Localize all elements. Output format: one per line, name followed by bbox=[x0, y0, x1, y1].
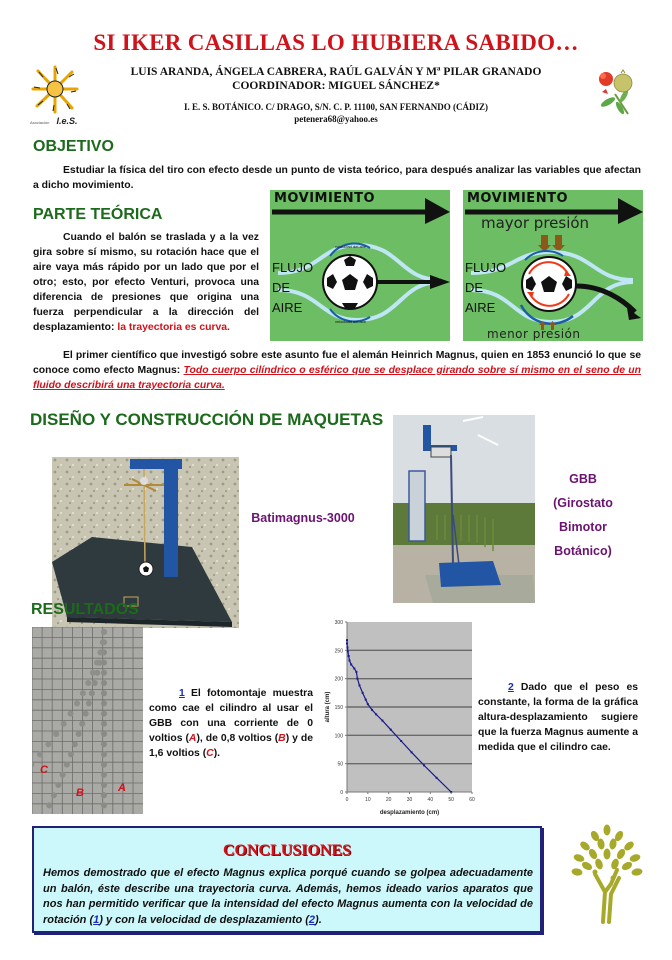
trace-C bbox=[101, 629, 107, 635]
authors-block bbox=[90, 65, 582, 93]
conclusiones-text-a: Hemos demostrado que el efecto Magnus explica porqué cuando se golpea adecuadamente un balón, éste describe una trayectoria curva. Además, hemos ideado varios aparatos que nos han permitido verificar que la intensidad del efecto Magnus aumenta con la velocidad de rotación ( bbox=[43, 867, 533, 926]
y-tick-label: 250 bbox=[334, 648, 343, 655]
x-tick-label: 50 bbox=[448, 797, 454, 803]
leaf bbox=[629, 853, 642, 863]
trace-A bbox=[101, 670, 107, 676]
objetivo-heading: OBJETIVO bbox=[33, 138, 114, 155]
trace-A bbox=[101, 751, 107, 757]
trace-B bbox=[83, 711, 89, 717]
person-head bbox=[593, 870, 598, 875]
gbb-line-4: Botánico) bbox=[554, 544, 612, 558]
gbb-line-2: (Girostato bbox=[553, 496, 613, 510]
contact-email[interactable]: petenera68@yahoo.es bbox=[294, 114, 378, 124]
leaf bbox=[573, 853, 586, 863]
gbb-photo bbox=[393, 415, 535, 603]
note-1 bbox=[149, 686, 313, 761]
data-point bbox=[350, 664, 352, 666]
mayor-presion-label: mayor presión bbox=[481, 214, 590, 232]
teoria-body: Cuando el balón se traslada y a la vez gira sobre sí mismo, su rotación hace que el aire vaya más rápido por un lado que por el otro; esto, por efecto Venturi, provoca una diferencia de presiones que origina una fuerza perpendicular a la dirección del desplazamiento: bbox=[33, 232, 259, 333]
trace-A bbox=[101, 782, 107, 788]
school-address: I. E. S. BOTÁNICO. C/ DRAGO, S/N. C. P. 11100, SAN FERNANDO (CÁDIZ) bbox=[184, 102, 488, 112]
velocity-label-top: velocidad del aire bbox=[335, 244, 367, 249]
conclusiones-heading: CONCLUSIONES bbox=[222, 842, 352, 859]
trace-C bbox=[94, 660, 100, 666]
maquetas-heading: DISEÑO Y CONSTRUCCIÓN DE MAQUETAS bbox=[30, 410, 384, 429]
ies-logo-caption bbox=[30, 116, 77, 126]
batimagnus-label: Batimagnus-3000 bbox=[251, 511, 355, 525]
conclusiones-text-c: ). bbox=[315, 913, 322, 926]
x-tick-label: 20 bbox=[385, 797, 392, 803]
pomegranate-icon bbox=[590, 66, 640, 116]
x-axis-label: desplazamiento (cm) bbox=[379, 810, 440, 816]
trace-B bbox=[46, 802, 52, 808]
trace-C bbox=[90, 670, 96, 676]
data-point bbox=[346, 647, 348, 649]
data-point bbox=[347, 650, 349, 652]
trace-C bbox=[37, 751, 43, 757]
y-tick-label: 200 bbox=[334, 676, 343, 683]
leaf bbox=[631, 868, 643, 877]
x-tick-label: 0 bbox=[345, 797, 349, 803]
gbb-line-3: Bimotor bbox=[559, 520, 607, 534]
trace-A bbox=[101, 731, 107, 737]
caption-ies: I.e.S. bbox=[56, 116, 78, 126]
ies-logo bbox=[30, 64, 80, 114]
trace-A bbox=[101, 762, 107, 768]
data-point bbox=[367, 703, 369, 705]
teoria-highlight: la trayectoria es curva. bbox=[117, 322, 230, 333]
conclusiones-box bbox=[32, 826, 542, 933]
gbb-label bbox=[533, 467, 633, 563]
authors: LUIS ARANDA, ÁNGELA CABRERA, RAÚL GALVÁN Y Mª PILAR GRANADO bbox=[130, 66, 542, 78]
x-tick-label: 60 bbox=[469, 797, 475, 803]
label-A: A bbox=[118, 782, 126, 794]
tree-people-logo bbox=[567, 822, 647, 927]
data-point bbox=[436, 777, 438, 779]
diagram-magnus-flow bbox=[463, 190, 643, 341]
trace-C bbox=[85, 680, 91, 686]
note-1-B: B bbox=[278, 733, 286, 744]
trace-A bbox=[101, 721, 107, 727]
trace-B bbox=[64, 762, 70, 768]
trace-C bbox=[74, 700, 80, 706]
conclusiones-ref-2[interactable]: 2 bbox=[308, 913, 316, 926]
y-tick-label: 50 bbox=[337, 761, 343, 768]
trace-A bbox=[101, 802, 107, 808]
note-1-text-d: ). bbox=[213, 748, 221, 759]
caption-small: Asociación bbox=[30, 120, 50, 125]
trace-B bbox=[51, 792, 57, 798]
magnus-intro: El primer científico que investigó sobre este asunto fue el alemán Heinrich Magnus, quien en 1853 enunció lo que se conoce como efecto Magnus: bbox=[33, 350, 641, 376]
teoria-text bbox=[33, 230, 259, 335]
data-point bbox=[411, 751, 413, 753]
coordinator: COORDINADOR: MIGUEL SÁNCHEZ* bbox=[232, 80, 440, 92]
magnus-law: Todo cuerpo cilíndrico o esférico que se desplace girando sobre sí mismo en el seno de un fluido describirá una trayectoria curva. bbox=[33, 365, 641, 391]
movimiento-label-2: MOVIMIENTO bbox=[467, 191, 568, 206]
trace-C bbox=[45, 741, 51, 747]
trace-B bbox=[72, 741, 78, 747]
photomontage bbox=[32, 627, 143, 814]
leaf bbox=[620, 860, 633, 872]
diagram-straight-flow bbox=[270, 190, 450, 341]
note-1-A: A bbox=[188, 733, 197, 744]
conclusiones-text-b: ) y con la velocidad de desplazamiento ( bbox=[99, 913, 309, 926]
altura-desplazamiento-chart bbox=[320, 612, 480, 822]
aire-label-2: AIRE bbox=[465, 300, 496, 315]
note-1-text-a: El fotomontaje muestra como cae el cilindro al usar el GBB con una corriente de 0 voltios ( bbox=[149, 688, 313, 744]
conclusiones-ref-1[interactable]: 1 bbox=[93, 913, 100, 926]
leaf bbox=[610, 858, 620, 871]
de-label: DE bbox=[272, 280, 291, 295]
leaf bbox=[571, 868, 583, 877]
person-head bbox=[611, 876, 616, 881]
trace-C bbox=[80, 690, 86, 696]
data-point bbox=[362, 692, 364, 694]
note-2 bbox=[478, 680, 638, 755]
data-point bbox=[371, 709, 373, 711]
school-block bbox=[90, 101, 582, 125]
y-tick-label: 300 bbox=[334, 620, 343, 626]
note-1-text-b: ), de 0,8 voltios ( bbox=[196, 733, 279, 744]
trace-A bbox=[101, 792, 107, 798]
data-point bbox=[346, 639, 348, 641]
note-1-text-c: ) y de 1,6 voltios ( bbox=[149, 733, 313, 759]
y-tick-label: 100 bbox=[334, 733, 343, 740]
data-point bbox=[355, 671, 357, 673]
x-tick-label: 40 bbox=[427, 797, 434, 803]
data-point bbox=[349, 660, 351, 662]
resultados-heading: RESULTADOS bbox=[31, 601, 139, 618]
data-point bbox=[365, 699, 367, 701]
trace-B bbox=[89, 690, 95, 696]
note-1-ref[interactable]: 1 bbox=[179, 688, 185, 699]
trace-B bbox=[86, 700, 92, 706]
trace-C bbox=[97, 649, 103, 655]
note-2-ref[interactable]: 2 bbox=[508, 682, 514, 693]
leaf bbox=[604, 825, 611, 836]
leaf bbox=[594, 858, 604, 871]
data-point bbox=[356, 678, 358, 680]
trace-B bbox=[92, 680, 98, 686]
trace-B bbox=[68, 751, 74, 757]
poster-title: SI IKER CASILLAS LO HUBIERA SABIDO… bbox=[93, 30, 579, 55]
trace-A bbox=[101, 741, 107, 747]
gbb-line-1: GBB bbox=[569, 472, 597, 486]
data-point bbox=[400, 740, 402, 742]
velocity-label-bottom: velocidad del aire bbox=[335, 319, 367, 324]
movimiento-label: MOVIMIENTO bbox=[274, 191, 375, 206]
de-label-2: DE bbox=[465, 280, 484, 295]
label-C: C bbox=[40, 764, 48, 776]
gbb-illustration bbox=[393, 415, 535, 603]
trace-A bbox=[101, 690, 107, 696]
trace-C bbox=[100, 639, 106, 645]
data-point bbox=[375, 713, 377, 715]
pomegranate-logo bbox=[590, 66, 640, 116]
data-point bbox=[381, 720, 383, 722]
data-point bbox=[390, 729, 392, 731]
y-tick-label: 150 bbox=[334, 705, 343, 711]
note-2-text: Dado que el peso es constante, la forma de la gráfica altura-desplazamiento sugiere que la fuerza Magnus aumente a medida que el cilindro cae. bbox=[478, 682, 638, 753]
data-point bbox=[423, 764, 425, 766]
leaf bbox=[604, 849, 611, 860]
x-tick-label: 10 bbox=[365, 797, 371, 803]
movement-arrowhead bbox=[425, 198, 450, 224]
trace-A bbox=[101, 711, 107, 717]
data-point bbox=[359, 684, 361, 686]
note-1-C: C bbox=[206, 748, 214, 759]
trace-C bbox=[61, 721, 67, 727]
flujo-label-2: FLUJO bbox=[465, 260, 507, 275]
trace-A bbox=[101, 680, 107, 686]
trace-B bbox=[60, 772, 66, 778]
objetivo-text: Estudiar la física del tiro con efecto desde un punto de vista teórico, para después analizar las variables que afectan a dicho movimiento. bbox=[33, 165, 641, 191]
label-B: B bbox=[76, 787, 84, 799]
flujo-label: FLUJO bbox=[272, 260, 314, 275]
trace-B bbox=[76, 731, 82, 737]
aire-label: AIRE bbox=[272, 300, 303, 315]
trace-A bbox=[101, 772, 107, 778]
trace-B bbox=[55, 782, 61, 788]
data-point bbox=[346, 643, 348, 645]
photomontage-svg bbox=[32, 627, 143, 814]
y-tick-label: 0 bbox=[340, 790, 343, 796]
y-axis-label: altura (cm) bbox=[325, 691, 331, 723]
data-point bbox=[348, 655, 350, 657]
magnus-paragraph bbox=[33, 348, 641, 393]
trace-B bbox=[79, 721, 85, 727]
data-point bbox=[353, 667, 355, 669]
x-tick-label: 30 bbox=[406, 797, 413, 803]
conclusiones-text bbox=[43, 866, 533, 928]
trace-C bbox=[68, 711, 74, 717]
trace-C bbox=[53, 731, 59, 737]
sun-icon bbox=[30, 64, 80, 114]
teoria-heading: PARTE TEÓRICA bbox=[33, 206, 163, 223]
menor-presion-label: menor presión bbox=[487, 327, 581, 341]
leaf bbox=[580, 860, 593, 872]
tree-icon bbox=[567, 822, 647, 927]
trace-A bbox=[101, 700, 107, 706]
